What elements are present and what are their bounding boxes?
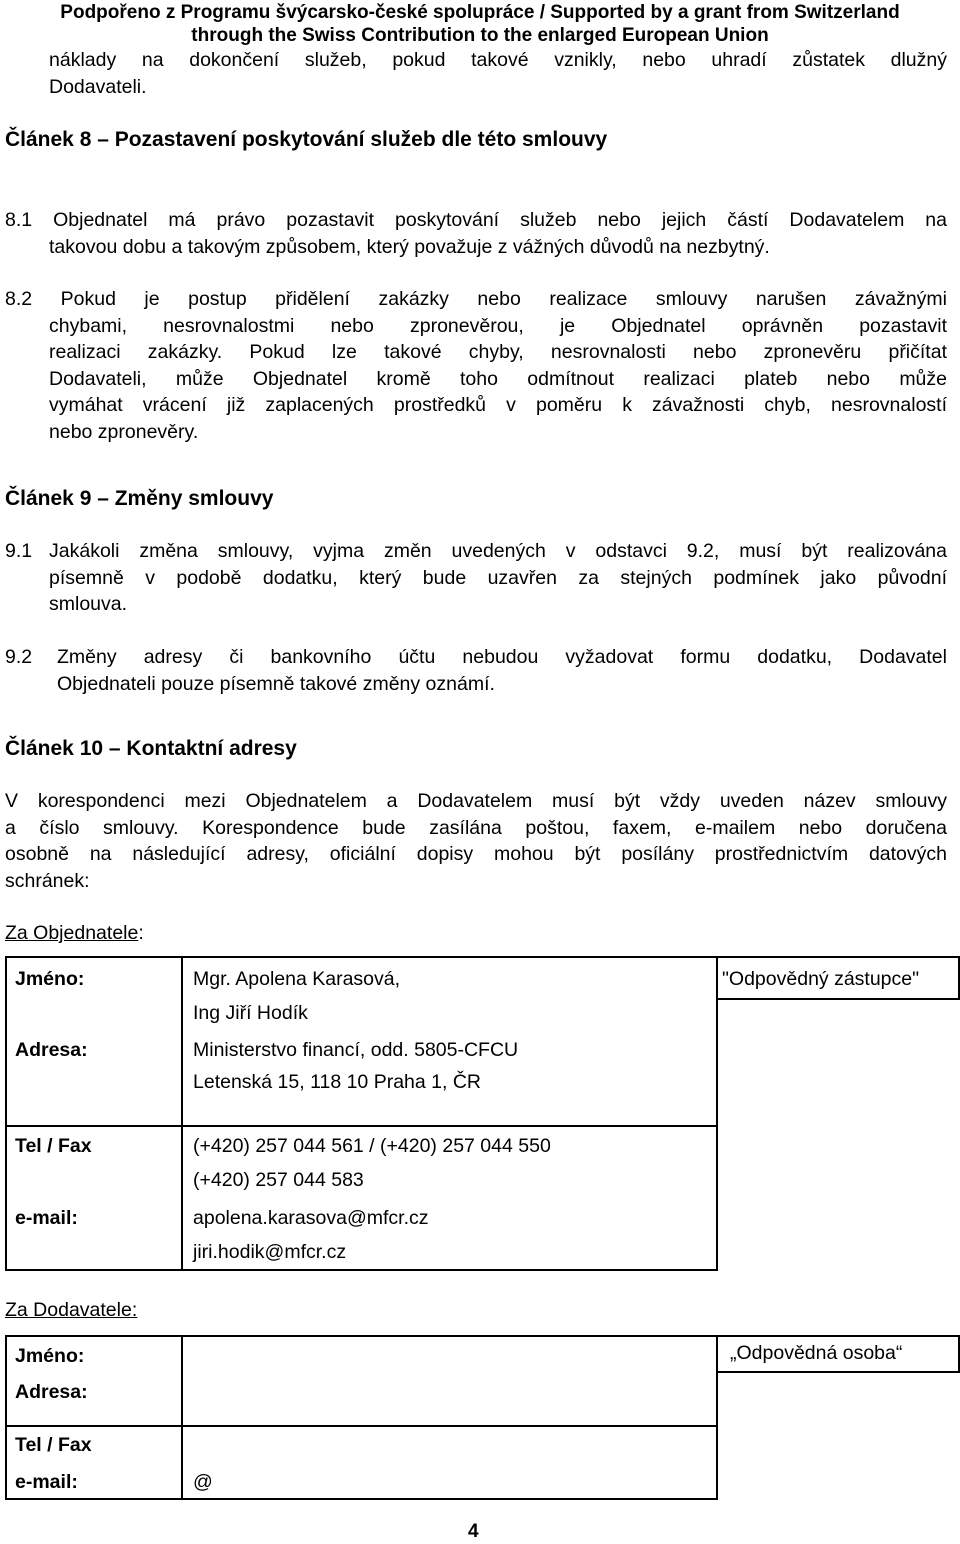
dodavatel-role: „Odpovědná osoba“ — [730, 1342, 903, 1364]
table-column-divider — [181, 956, 183, 1271]
objednatel-address-2: Letenská 15, 118 10 Praha 1, ČR — [193, 1071, 481, 1093]
dodavatel-tel-label: Tel / Fax — [15, 1434, 92, 1456]
text-line: Změny adresy či bankovního účtu nebudou vyžadovat formu dodatku, Dodavatel — [57, 646, 947, 668]
text-line: realizaci zakázky. Pokud lze takové chyby, nesrovnalosti nebo zpronevěru přičítat — [49, 341, 947, 363]
objednatel-heading-text: Za Objednatele — [5, 922, 139, 944]
article-9-2 — [57, 644, 947, 697]
dodavatel-heading-text: Za Dodavatele: — [5, 1299, 138, 1321]
dodavatel-email-value: @ — [193, 1471, 213, 1493]
article-9-title: Článek 9 – Změny smlouvy — [5, 487, 274, 510]
text-line: vymáhat vrácení již zaplacených prostředků v poměru k závažnosti chyb, nesrovnalostí — [49, 394, 947, 416]
text-line: Dodavateli, může Objednatel kromě toho odmítnout realizaci plateb nebo může — [49, 367, 947, 390]
text-line: Objednateli pouze písemně takové změny oznámí. — [57, 672, 495, 695]
text-line: písemně v podobě dodatku, který bude uzavřen za stejných podmínek jako původní — [49, 566, 947, 589]
article-8-1 — [5, 207, 947, 260]
text-line: 8.2 Pokud je postup přidělení zakázky nebo realizace smlouvy narušen závažnými — [5, 288, 947, 310]
dodavatel-name-label: Jméno: — [15, 1345, 85, 1367]
article-8-title: Článek 8 – Pozastavení poskytování služeb dle této smlouvy — [5, 128, 608, 151]
text-line: nebo zpronevěry. — [49, 420, 199, 443]
table-row-divider — [5, 1125, 718, 1127]
intro-line: Dodavateli. — [49, 75, 147, 98]
objednatel-tel-label: Tel / Fax — [15, 1135, 92, 1157]
dodavatel-email-label: e-mail: — [15, 1471, 78, 1493]
text-line: smlouva. — [49, 593, 128, 615]
objednatel-name-1: Mgr. Apolena Karasová, — [193, 968, 401, 990]
article-9-2-number: 9.2 — [5, 646, 33, 668]
objednatel-name-2: Ing Jiří Hodík — [193, 1002, 308, 1024]
table-row-divider — [5, 1425, 718, 1427]
article-10-paragraph — [5, 788, 947, 894]
text-line: V korespondenci mezi Objednatelem a Dodavatelem musí být vždy uveden název smlouvy — [5, 790, 947, 812]
article-8-2 — [5, 286, 947, 445]
objednatel-address-label: Adresa: — [15, 1039, 88, 1061]
dodavatel-address-label: Adresa: — [15, 1381, 88, 1403]
text-line: chybami, nesrovnalostmi nebo zpronevěrou, je Objednatel oprávněn pozastavit — [49, 314, 947, 337]
dodavatel-heading — [5, 1297, 137, 1324]
dodavatel-table-border — [5, 1335, 718, 1500]
article-9-1 — [49, 538, 947, 618]
grant-header-line-1: Podpořeno z Programu švýcarsko-české spolupráce / Supported by a grant from Switzerland — [60, 2, 900, 23]
objednatel-tel-2: (+420) 257 044 583 — [193, 1169, 364, 1191]
text-line: a číslo smlouvy. Korespondence bude zasílána poštou, faxem, e-mailem nebo doručena — [5, 816, 947, 839]
objednatel-heading — [5, 920, 144, 947]
page-number: 4 — [468, 1521, 479, 1542]
objednatel-tel-1: (+420) 257 044 561 / (+420) 257 044 550 — [193, 1135, 551, 1157]
table-column-divider — [181, 1335, 183, 1500]
objednatel-email-label: e-mail: — [15, 1207, 78, 1229]
objednatel-heading-colon: : — [138, 922, 144, 944]
text-line: schránek: — [5, 869, 90, 892]
objednatel-role: "Odpovědný zástupce" — [722, 968, 920, 990]
grant-header-line-2: through the Swiss Contribution to the enlarged European Union — [191, 25, 769, 46]
text-line: Jakákoli změna smlouvy, vyjma změn uvedených v odstavci 9.2, musí být realizována — [49, 540, 947, 562]
objednatel-email-2[interactable]: jiri.hodik@mfcr.cz — [193, 1241, 347, 1263]
text-line: takovou dobu a takovým způsobem, který považuje z vážných důvodů na nezbytný. — [49, 235, 770, 258]
article-10-title: Článek 10 – Kontaktní adresy — [5, 737, 297, 760]
article-9-1-number: 9.1 — [5, 540, 33, 562]
intro-line: náklady na dokončení služeb, pokud takové vznikly, nebo uhradí zůstatek dlužný — [49, 49, 947, 71]
objednatel-name-label: Jméno: — [15, 968, 85, 990]
intro-paragraph — [49, 47, 947, 100]
text-line: 8.1 Objednatel má právo pozastavit poskytování služeb nebo jejich částí Dodavatelem na — [5, 209, 947, 231]
objednatel-email-1[interactable]: apolena.karasova@mfcr.cz — [193, 1207, 429, 1229]
objednatel-address-1: Ministerstvo financí, odd. 5805-CFCU — [193, 1039, 519, 1061]
text-line: osobně na následující adresy, oficiální dopisy mohou být posílány prostřednictvím datových — [5, 843, 947, 865]
